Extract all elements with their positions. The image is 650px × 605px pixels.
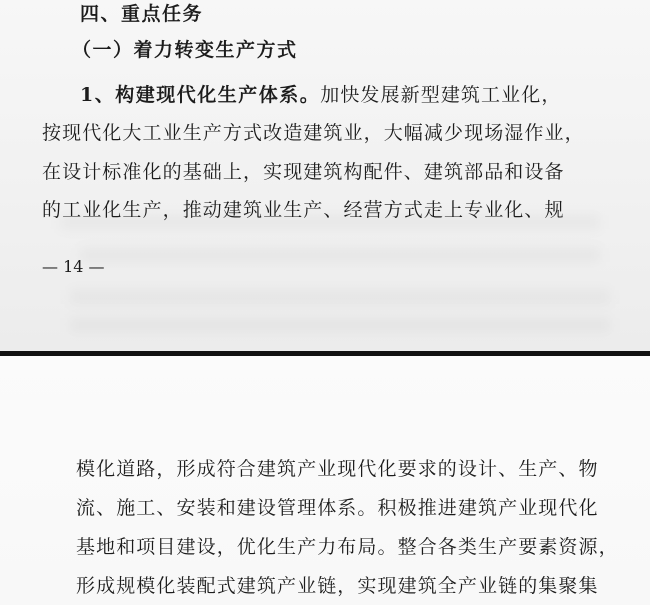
item-lead-continuation: 加快发展新型建筑工业化， xyxy=(320,84,562,106)
paragraph-line-8: 形成规模化装配式建筑产业链，实现建筑全产业链的集聚集 xyxy=(76,575,599,597)
bottom-page xyxy=(0,356,650,605)
show-through-shadow xyxy=(70,318,610,332)
section-heading: 四、重点任务 xyxy=(80,3,204,25)
paragraph-line-2: 按现代化大工业生产方式改造建筑业，大幅减少现场湿作业， xyxy=(42,122,585,144)
paragraph-line-7: 基地和项目建设，优化生产力布局。整合各类生产要素资源， xyxy=(76,536,619,558)
paragraph-line-6: 流、施工、安装和建设管理体系。积极推进建筑产业现代化 xyxy=(76,497,599,519)
show-through-shadow xyxy=(80,248,600,262)
paragraph-line-5: 模化道路，形成符合建筑产业现代化要求的设计、生产、物 xyxy=(76,458,599,480)
item-lead: 1、构建现代化生产体系。 xyxy=(80,84,321,106)
subsection-heading: （一）着力转变生产方式 xyxy=(72,39,298,61)
paragraph-line-4: 的工业化生产，推动建筑业生产、经营方式走上专业化、规 xyxy=(42,199,565,221)
page-number: — 14 — xyxy=(42,257,105,276)
paragraph-line-3: 在设计标准化的基础上，实现建筑构配件、建筑部品和设备 xyxy=(42,161,565,183)
paragraph-line-1 xyxy=(80,83,561,107)
show-through-shadow xyxy=(70,290,610,304)
